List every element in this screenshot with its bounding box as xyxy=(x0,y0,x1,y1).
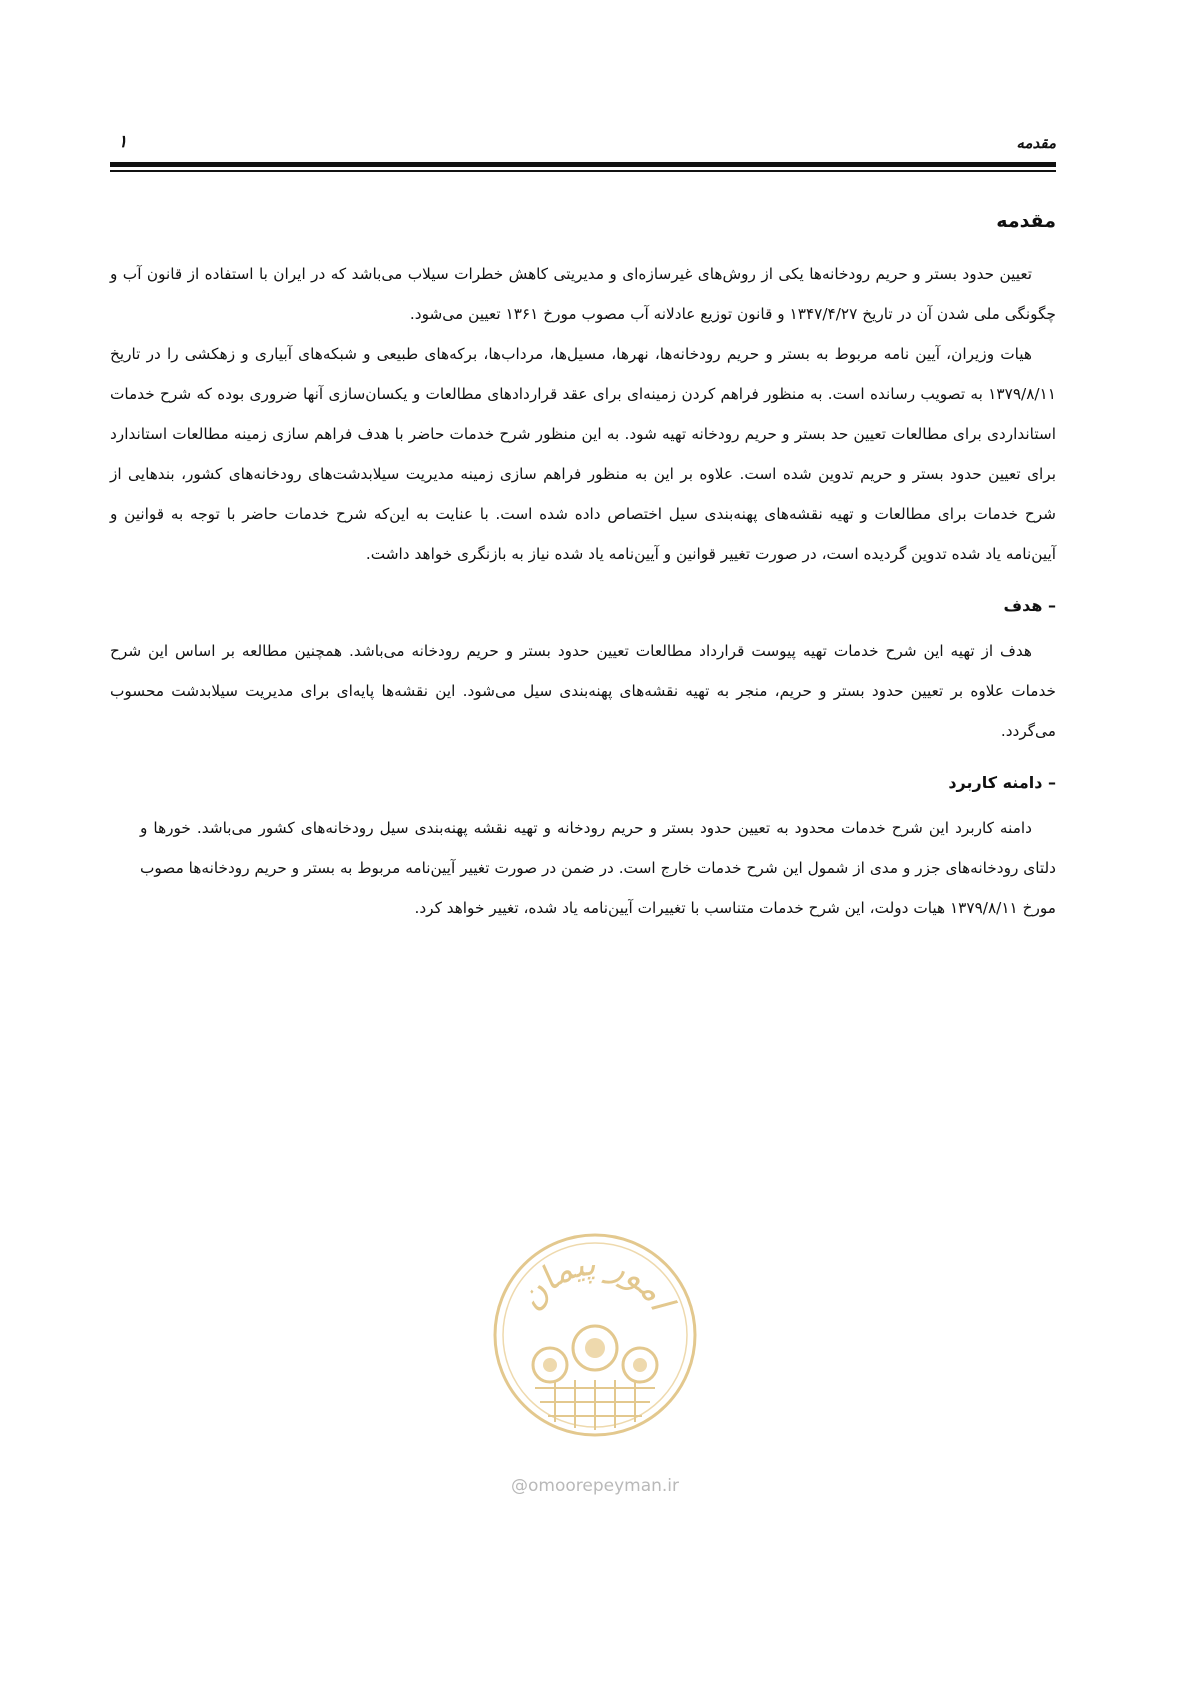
document-body xyxy=(110,210,1056,928)
header-rule-thin xyxy=(110,170,1056,172)
watermark-site: @omoorepeyman.ir xyxy=(510,1476,680,1496)
intro-paragraph-2: هیات وزیران، آیین نامه مربوط به بستر و حریم رودخانه‌ها، نهرها، مسیل‌ها، مرداب‌ها، برکه‌های طبیعی و شبکه‌های آبیاری و زهکشی را در تاریخ ۱۳۷۹/۸/۱۱ به تصویب رسانده است. به منظور فراهم کردن زمینه‌ای برای عقد قراردادهای مطالعات و یکسان‌سازی آنها ضروری بوده که شرح خدمات استانداردی برای مطالعات تعیین حد بستر و حریم رودخانه تهیه شود. به این منظور شرح خدمات حاضر با هدف فراهم سازی زمینه مطالعات استاندارد برای تعیین حدود بستر و حریم تدوین شده است. علاوه بر این به منظور فراهم سازی زمینه مدیریت سیلابدشت‌های رودخانه‌های کشور، بندهایی از شرح خدمات برای مطالعات و تهیه نقشه‌های پهنه‌بندی سیل اختصاص داده شده است. با عنایت به این‌که شرح خدمات حاضر با توجه به قوانین و آیین‌نامه یاد شده تدوین گردیده است، در صورت تغییر قوانین و آیین‌نامه یاد شده نیاز به بازنگری خواهد داشت. xyxy=(110,345,1056,563)
scope-paragraph: دامنه کاربرد این شرح خدمات محدود به تعیین حدود بستر و حریم رودخانه و تهیه نقشه پهنه‌بندی سیل رودخانه‌های کشور می‌باشد. خورها و دلتای رودخانه‌های جزر و مدی از شمول این شرح خدمات خارج است. در ضمن در صورت تغییر آیین‌نامه مربوط به بستر و حریم رودخانه‌ها مصوب مورخ ۱۳۷۹/۸/۱۱ هیات دولت، این شرح خدمات متناسب با تغییرات آیین‌نامه یاد شده، تغییر خواهد کرد. xyxy=(140,819,1056,917)
goal-heading: – هدف xyxy=(1003,596,1056,615)
section-title: مقدمه xyxy=(996,210,1056,232)
intro-paragraph-1: تعیین حدود بستر و حریم رودخانه‌ها یکی از روش‌های غیرسازه‌ای و مدیریتی کاهش خطرات سیلاب می‌باشد که در ایران با استفاده از قانون آب و چگونگی ملی شدن آن در تاریخ ۱۳۴۷/۴/۲۷ و قانون توزیع عادلانه آب مصوب مورخ ۱۳۶۱ تعیین می‌شود. xyxy=(110,265,1056,323)
watermark-logo xyxy=(490,1230,700,1440)
header-rule-thick xyxy=(110,162,1056,167)
running-header xyxy=(110,128,1056,158)
watermark-logo-text: امور پیمان xyxy=(510,1243,682,1318)
page-number: ۱ xyxy=(118,132,128,152)
goal-paragraph: هدف از تهیه این شرح خدمات تهیه پیوست قرارداد مطالعات تعیین حدود بستر و حریم رودخانه می‌باشد. همچنین مطالعه بر اساس این شرح خدمات علاوه بر تعیین حدود بستر و حریم، منجر به تهیه نقشه‌های پهنه‌بندی سیل می‌شود. این نقشه‌ها پایه‌ای برای مدیریت سیلابدشت محسوب می‌گردد. xyxy=(110,642,1056,740)
scope-heading: – دامنه کاربرد xyxy=(948,773,1056,792)
running-header-title: مقدمه xyxy=(1016,134,1056,152)
